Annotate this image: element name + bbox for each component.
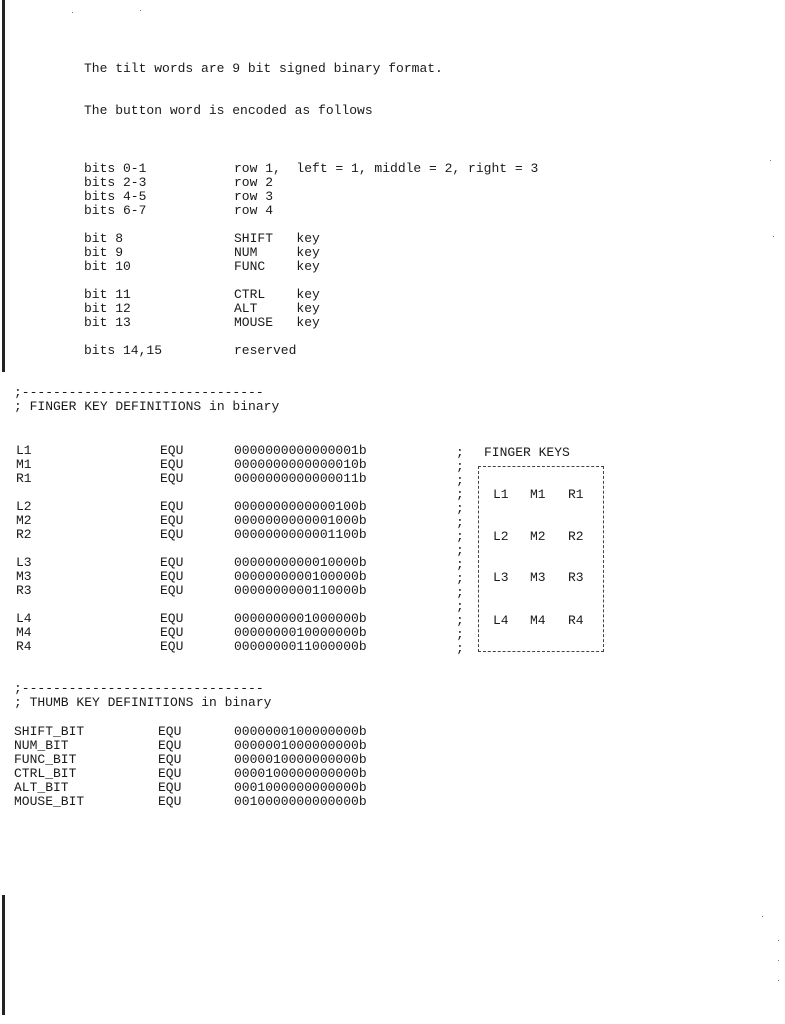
diagram-key: R3 [568,570,584,585]
diagram-key: L4 [493,613,509,628]
finger-section-rule: ;------------------------------- [14,385,264,400]
finger-key-value: 0000000000100000b [234,569,367,584]
finger-key-op: EQU [160,569,184,584]
bit-desc: row 1, left = 1, middle = 2, right = 3 [234,161,539,176]
diagram-key: R1 [568,487,584,502]
bit-label: bits 6-7 [84,203,147,218]
scan-speck [140,10,141,11]
diagram-key: R4 [568,613,584,628]
scan-speck [773,236,774,237]
finger-key-name: R2 [16,527,32,542]
finger-key-value: 0000000011000000b [234,639,367,654]
finger-key-value: 0000000001000000b [234,611,367,626]
thumb-key-op: EQU [158,738,182,753]
thumb-key-name: FUNC_BIT [14,752,77,767]
finger-key-name: M1 [16,457,32,472]
finger-key-value: 0000000000000100b [234,499,367,514]
finger-key-value: 0000000000001100b [234,527,367,542]
thumb-key-op: EQU [158,794,182,809]
finger-key-name: M2 [16,513,32,528]
finger-section-heading: ; FINGER KEY DEFINITIONS in binary [14,399,280,414]
intro-line-tilt: The tilt words are 9 bit signed binary format. [84,61,443,76]
thumb-key-value: 0001000000000000b [234,780,367,795]
thumb-key-op: EQU [158,766,182,781]
diagram-key: L1 [493,487,509,502]
finger-key-name: L3 [16,555,32,570]
thumb-key-value: 0000000100000000b [234,724,367,739]
scan-margin-bar-bottom [2,895,5,1015]
scan-speck [778,960,779,961]
scan-speck [778,980,779,981]
finger-key-op: EQU [160,555,184,570]
bit-label: bit 9 [84,245,124,260]
finger-key-name: M4 [16,625,32,640]
scan-margin-bar-top [2,0,5,372]
thumb-key-name: SHIFT_BIT [14,724,85,739]
thumb-key-name: MOUSE_BIT [14,794,85,809]
thumb-key-name: CTRL_BIT [14,766,77,781]
bit-desc: SHIFT key [234,231,320,246]
diagram-key: R2 [568,529,584,544]
bit-label: bit 12 [84,301,131,316]
finger-key-name: L2 [16,499,32,514]
scan-speck [762,916,763,917]
diagram-key: L3 [493,570,509,585]
bit-desc: MOUSE key [234,315,320,330]
finger-key-op: EQU [160,499,184,514]
finger-key-name: R4 [16,639,32,654]
finger-key-op: EQU [160,611,184,626]
diagram-comment-markers: ; ; ; ; ; ; ; ; ; ; ; ; ; ; ; [456,445,464,656]
bit-label: bit 13 [84,315,131,330]
finger-key-value: 0000000000000011b [234,471,367,486]
diagram-key: M2 [530,529,546,544]
finger-key-value: 0000000000001000b [234,513,367,528]
finger-key-op: EQU [160,471,184,486]
bit-label: bits 2-3 [84,175,147,190]
bit-desc: CTRL key [234,287,320,302]
thumb-key-op: EQU [158,724,182,739]
bit-desc: reserved [234,343,297,358]
bit-desc: row 4 [234,203,274,218]
finger-key-value: 0000000000000010b [234,457,367,472]
thumb-key-value: 0010000000000000b [234,794,367,809]
intro-line-button: The button word is encoded as follows [84,103,373,118]
finger-key-op: EQU [160,457,184,472]
finger-key-op: EQU [160,513,184,528]
bit-desc: ALT key [234,301,320,316]
bit-label: bits 14,15 [84,343,163,358]
scan-speck [778,940,779,941]
bit-label: bits 0-1 [84,161,147,176]
bit-desc: FUNC key [234,259,320,274]
thumb-key-value: 0000001000000000b [234,738,367,753]
finger-key-value: 0000000010000000b [234,625,367,640]
thumb-section-rule: ;------------------------------- [14,681,264,696]
scan-speck [72,12,73,13]
finger-key-name: R1 [16,471,32,486]
finger-key-op: EQU [160,625,184,640]
finger-key-op: EQU [160,443,184,458]
diagram-key: M4 [530,613,546,628]
diagram-key: M3 [530,570,546,585]
thumb-key-name: ALT_BIT [14,780,69,795]
bit-label: bits 4-5 [84,189,147,204]
thumb-key-value: 0000100000000000b [234,766,367,781]
finger-key-op: EQU [160,527,184,542]
finger-key-name: L4 [16,611,32,626]
thumb-key-name: NUM_BIT [14,738,69,753]
thumb-key-op: EQU [158,752,182,767]
scan-speck [770,160,771,161]
finger-key-value: 0000000000110000b [234,583,367,598]
bit-label: bit 10 [84,259,131,274]
bit-label: bit 8 [84,231,124,246]
diagram-key: M1 [530,487,546,502]
finger-key-value: 0000000000010000b [234,555,367,570]
thumb-key-op: EQU [158,780,182,795]
thumb-section-heading: ; THUMB KEY DEFINITIONS in binary [14,695,272,710]
thumb-key-value: 0000010000000000b [234,752,367,767]
diagram-title: FINGER KEYS [484,445,570,460]
bit-desc: row 2 [234,175,274,190]
bit-desc: row 3 [234,189,274,204]
bit-desc: NUM key [234,245,320,260]
finger-key-op: EQU [160,583,184,598]
finger-key-name: R3 [16,583,32,598]
finger-key-name: L1 [16,443,32,458]
finger-key-value: 0000000000000001b [234,443,367,458]
finger-key-name: M3 [16,569,32,584]
finger-key-op: EQU [160,639,184,654]
diagram-key: L2 [493,529,509,544]
bit-label: bit 11 [84,287,131,302]
